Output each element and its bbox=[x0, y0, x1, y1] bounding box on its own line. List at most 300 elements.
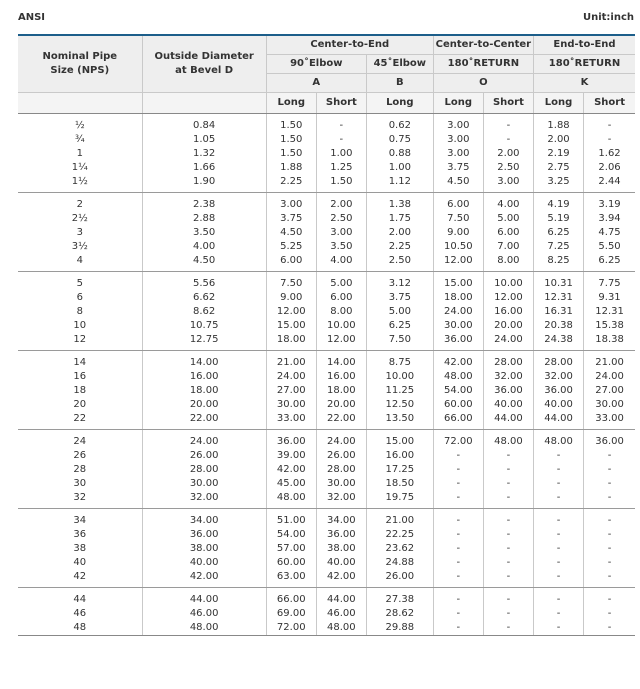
cell-k-long: - bbox=[533, 570, 583, 588]
table-row bbox=[18, 193, 635, 213]
cell-nps: 18 bbox=[18, 384, 142, 398]
table-row bbox=[18, 305, 635, 319]
table-row bbox=[18, 175, 635, 193]
cell-a-long: 60.00 bbox=[266, 556, 316, 570]
cell-a-short: 1.50 bbox=[316, 175, 366, 193]
cell-nps: 42 bbox=[18, 570, 142, 588]
cell-o-long: - bbox=[433, 556, 483, 570]
cell-o-long: 15.00 bbox=[433, 272, 483, 292]
cell-o-long: - bbox=[433, 491, 483, 509]
table-row bbox=[18, 607, 635, 621]
cell-k-short: - bbox=[584, 588, 635, 608]
cell-k-long: 24.38 bbox=[533, 333, 583, 351]
cell-outside-diameter: 28.00 bbox=[142, 463, 266, 477]
cell-k-short: 2.44 bbox=[584, 175, 635, 193]
cell-nps: 40 bbox=[18, 556, 142, 570]
table-row bbox=[18, 133, 635, 147]
cell-nps: 3 bbox=[18, 226, 142, 240]
cell-b-long: 22.25 bbox=[366, 528, 433, 542]
cell-k-short: - bbox=[584, 570, 635, 588]
cell-a-short: 38.00 bbox=[316, 542, 366, 556]
cell-o-long: 10.50 bbox=[433, 240, 483, 254]
cell-a-long: 30.00 bbox=[266, 398, 316, 412]
cell-a-long: 27.00 bbox=[266, 384, 316, 398]
table-header bbox=[18, 35, 635, 114]
header-nominal-pipe-size bbox=[18, 35, 142, 93]
table-row bbox=[18, 621, 635, 636]
cell-outside-diameter: 4.00 bbox=[142, 240, 266, 254]
cell-b-long: 6.25 bbox=[366, 319, 433, 333]
header-90-elbow: 90˚Elbow bbox=[266, 55, 366, 74]
table-row bbox=[18, 491, 635, 509]
cell-a-short: 1.25 bbox=[316, 161, 366, 175]
cell-k-short: 30.00 bbox=[584, 398, 635, 412]
table-row bbox=[18, 477, 635, 491]
cell-k-short: 5.50 bbox=[584, 240, 635, 254]
cell-nps: 46 bbox=[18, 607, 142, 621]
table-row bbox=[18, 509, 635, 529]
cell-nps: 24 bbox=[18, 430, 142, 450]
cell-a-short: 2.50 bbox=[316, 212, 366, 226]
cell-k-long: - bbox=[533, 509, 583, 529]
header-blank-od bbox=[142, 93, 266, 114]
cell-a-short: 26.00 bbox=[316, 449, 366, 463]
cell-outside-diameter: 12.75 bbox=[142, 333, 266, 351]
cell-a-short: 3.50 bbox=[316, 240, 366, 254]
cell-a-long: 21.00 bbox=[266, 351, 316, 371]
cell-a-short: 4.00 bbox=[316, 254, 366, 272]
cell-a-long: 66.00 bbox=[266, 588, 316, 608]
cell-a-long: 1.50 bbox=[266, 133, 316, 147]
cell-o-short: - bbox=[483, 528, 533, 542]
cell-a-long: 54.00 bbox=[266, 528, 316, 542]
cell-k-short: 15.38 bbox=[584, 319, 635, 333]
cell-b-long: 19.75 bbox=[366, 491, 433, 509]
cell-o-short: 2.00 bbox=[483, 147, 533, 161]
cell-o-long: - bbox=[433, 528, 483, 542]
cell-outside-diameter: 26.00 bbox=[142, 449, 266, 463]
table-row bbox=[18, 254, 635, 272]
header-a-long: Long bbox=[266, 93, 316, 114]
header-180-return-end: 180˚RETURN bbox=[533, 55, 635, 74]
header-symbol-b: B bbox=[366, 74, 433, 93]
cell-outside-diameter: 38.00 bbox=[142, 542, 266, 556]
cell-a-short: 12.00 bbox=[316, 333, 366, 351]
cell-o-short: - bbox=[483, 477, 533, 491]
cell-k-long: - bbox=[533, 463, 583, 477]
header-k-long: Long bbox=[533, 93, 583, 114]
cell-o-short: - bbox=[483, 556, 533, 570]
cell-o-long: - bbox=[433, 509, 483, 529]
cell-a-short: 8.00 bbox=[316, 305, 366, 319]
cell-k-short: 6.25 bbox=[584, 254, 635, 272]
cell-outside-diameter: 22.00 bbox=[142, 412, 266, 430]
cell-o-long: 42.00 bbox=[433, 351, 483, 371]
cell-b-long: 21.00 bbox=[366, 509, 433, 529]
dimension-table bbox=[18, 34, 635, 636]
cell-a-long: 42.00 bbox=[266, 463, 316, 477]
header-symbol-o: O bbox=[433, 74, 533, 93]
cell-b-long: 3.12 bbox=[366, 272, 433, 292]
cell-nps: 30 bbox=[18, 477, 142, 491]
cell-o-long: 12.00 bbox=[433, 254, 483, 272]
cell-a-short: 30.00 bbox=[316, 477, 366, 491]
cell-k-short: 4.75 bbox=[584, 226, 635, 240]
cell-outside-diameter: 1.66 bbox=[142, 161, 266, 175]
table-row bbox=[18, 570, 635, 588]
cell-a-short: 24.00 bbox=[316, 430, 366, 450]
header-symbol-a: A bbox=[266, 74, 366, 93]
header-end-to-end: End-to-End bbox=[533, 35, 635, 55]
cell-a-long: 9.00 bbox=[266, 291, 316, 305]
cell-b-long: 17.25 bbox=[366, 463, 433, 477]
cell-a-short: 28.00 bbox=[316, 463, 366, 477]
cell-k-long: 40.00 bbox=[533, 398, 583, 412]
cell-o-short: - bbox=[483, 588, 533, 608]
cell-k-short: - bbox=[584, 449, 635, 463]
cell-outside-diameter: 24.00 bbox=[142, 430, 266, 450]
cell-o-long: - bbox=[433, 607, 483, 621]
table-row bbox=[18, 212, 635, 226]
cell-nps: 14 bbox=[18, 351, 142, 371]
cell-outside-diameter: 30.00 bbox=[142, 477, 266, 491]
cell-a-short: - bbox=[316, 133, 366, 147]
cell-nps: 6 bbox=[18, 291, 142, 305]
cell-o-long: 66.00 bbox=[433, 412, 483, 430]
cell-b-long: 0.75 bbox=[366, 133, 433, 147]
cell-b-long: 1.00 bbox=[366, 161, 433, 175]
cell-o-short: - bbox=[483, 463, 533, 477]
cell-o-short: 20.00 bbox=[483, 319, 533, 333]
cell-b-long: 24.88 bbox=[366, 556, 433, 570]
cell-outside-diameter: 1.05 bbox=[142, 133, 266, 147]
cell-outside-diameter: 14.00 bbox=[142, 351, 266, 371]
cell-a-long: 3.75 bbox=[266, 212, 316, 226]
cell-o-short: 40.00 bbox=[483, 398, 533, 412]
cell-o-short: 2.50 bbox=[483, 161, 533, 175]
cell-a-long: 69.00 bbox=[266, 607, 316, 621]
cell-o-short: 32.00 bbox=[483, 370, 533, 384]
cell-b-long: 2.00 bbox=[366, 226, 433, 240]
cell-o-long: 30.00 bbox=[433, 319, 483, 333]
cell-a-short: 34.00 bbox=[316, 509, 366, 529]
cell-outside-diameter: 5.56 bbox=[142, 272, 266, 292]
cell-a-long: 18.00 bbox=[266, 333, 316, 351]
header-k-short: Short bbox=[584, 93, 635, 114]
cell-a-short: 36.00 bbox=[316, 528, 366, 542]
cell-k-short: 33.00 bbox=[584, 412, 635, 430]
cell-b-long: 2.50 bbox=[366, 254, 433, 272]
table-body bbox=[18, 114, 635, 636]
cell-nps: 32 bbox=[18, 491, 142, 509]
cell-a-long: 6.00 bbox=[266, 254, 316, 272]
cell-a-short: 20.00 bbox=[316, 398, 366, 412]
cell-outside-diameter: 48.00 bbox=[142, 621, 266, 636]
cell-b-long: 3.75 bbox=[366, 291, 433, 305]
cell-k-short: - bbox=[584, 542, 635, 556]
cell-nps: 10 bbox=[18, 319, 142, 333]
table-row bbox=[18, 449, 635, 463]
cell-o-long: 7.50 bbox=[433, 212, 483, 226]
cell-k-long: 2.75 bbox=[533, 161, 583, 175]
cell-nps: 8 bbox=[18, 305, 142, 319]
table-row bbox=[18, 272, 635, 292]
table-row bbox=[18, 556, 635, 570]
cell-k-long: - bbox=[533, 449, 583, 463]
cell-outside-diameter: 1.90 bbox=[142, 175, 266, 193]
cell-o-short: - bbox=[483, 509, 533, 529]
cell-outside-diameter: 16.00 bbox=[142, 370, 266, 384]
cell-o-short: - bbox=[483, 621, 533, 636]
cell-o-long: 3.00 bbox=[433, 114, 483, 134]
table-row bbox=[18, 412, 635, 430]
table-row bbox=[18, 114, 635, 134]
cell-o-long: - bbox=[433, 449, 483, 463]
cell-a-short: 22.00 bbox=[316, 412, 366, 430]
cell-o-short: 10.00 bbox=[483, 272, 533, 292]
table-row bbox=[18, 542, 635, 556]
cell-a-short: - bbox=[316, 114, 366, 134]
cell-k-long: 28.00 bbox=[533, 351, 583, 371]
cell-o-short: - bbox=[483, 491, 533, 509]
cell-o-long: 36.00 bbox=[433, 333, 483, 351]
cell-k-long: 7.25 bbox=[533, 240, 583, 254]
cell-nps: 2 bbox=[18, 193, 142, 213]
cell-b-long: 18.50 bbox=[366, 477, 433, 491]
cell-b-long: 28.62 bbox=[366, 607, 433, 621]
unit-label: Unit:inch bbox=[582, 12, 634, 23]
cell-nps: 38 bbox=[18, 542, 142, 556]
cell-nps: 1 bbox=[18, 147, 142, 161]
cell-a-long: 45.00 bbox=[266, 477, 316, 491]
table-row bbox=[18, 463, 635, 477]
cell-o-short: 5.00 bbox=[483, 212, 533, 226]
cell-k-short: - bbox=[584, 491, 635, 509]
cell-nps: ¾ bbox=[18, 133, 142, 147]
cell-a-long: 5.25 bbox=[266, 240, 316, 254]
cell-outside-diameter: 4.50 bbox=[142, 254, 266, 272]
cell-nps: 5 bbox=[18, 272, 142, 292]
cell-k-long: 1.88 bbox=[533, 114, 583, 134]
cell-o-long: 9.00 bbox=[433, 226, 483, 240]
cell-nps: ½ bbox=[18, 114, 142, 134]
header-b-long: Long bbox=[366, 93, 433, 114]
cell-k-short: 12.31 bbox=[584, 305, 635, 319]
cell-k-long: 32.00 bbox=[533, 370, 583, 384]
cell-outside-diameter: 42.00 bbox=[142, 570, 266, 588]
cell-o-long: - bbox=[433, 477, 483, 491]
table-row bbox=[18, 291, 635, 305]
cell-o-short: 3.00 bbox=[483, 175, 533, 193]
cell-o-long: 3.00 bbox=[433, 147, 483, 161]
cell-nps: 1¼ bbox=[18, 161, 142, 175]
cell-b-long: 1.12 bbox=[366, 175, 433, 193]
cell-k-long: - bbox=[533, 491, 583, 509]
cell-k-long: 36.00 bbox=[533, 384, 583, 398]
table-row bbox=[18, 588, 635, 608]
cell-nps: 20 bbox=[18, 398, 142, 412]
cell-k-long: - bbox=[533, 542, 583, 556]
cell-o-short: 28.00 bbox=[483, 351, 533, 371]
cell-a-long: 63.00 bbox=[266, 570, 316, 588]
cell-b-long: 10.00 bbox=[366, 370, 433, 384]
cell-outside-diameter: 3.50 bbox=[142, 226, 266, 240]
cell-a-long: 24.00 bbox=[266, 370, 316, 384]
cell-a-long: 39.00 bbox=[266, 449, 316, 463]
table-row bbox=[18, 147, 635, 161]
header-o-short: Short bbox=[483, 93, 533, 114]
cell-o-long: 4.50 bbox=[433, 175, 483, 193]
cell-b-long: 27.38 bbox=[366, 588, 433, 608]
table-row bbox=[18, 528, 635, 542]
cell-a-long: 15.00 bbox=[266, 319, 316, 333]
cell-nps: 36 bbox=[18, 528, 142, 542]
cell-k-long: 2.19 bbox=[533, 147, 583, 161]
cell-b-long: 5.00 bbox=[366, 305, 433, 319]
cell-outside-diameter: 18.00 bbox=[142, 384, 266, 398]
cell-b-long: 11.25 bbox=[366, 384, 433, 398]
cell-a-short: 5.00 bbox=[316, 272, 366, 292]
cell-b-long: 1.38 bbox=[366, 193, 433, 213]
cell-o-long: - bbox=[433, 621, 483, 636]
cell-a-long: 1.50 bbox=[266, 114, 316, 134]
cell-k-short: 27.00 bbox=[584, 384, 635, 398]
cell-o-long: - bbox=[433, 570, 483, 588]
cell-a-short: 10.00 bbox=[316, 319, 366, 333]
cell-o-short: - bbox=[483, 570, 533, 588]
header-outside-diameter bbox=[142, 35, 266, 93]
cell-outside-diameter: 6.62 bbox=[142, 291, 266, 305]
cell-k-short: 36.00 bbox=[584, 430, 635, 450]
cell-k-short: 2.06 bbox=[584, 161, 635, 175]
cell-o-short: - bbox=[483, 133, 533, 147]
header-a-short: Short bbox=[316, 93, 366, 114]
cell-outside-diameter: 20.00 bbox=[142, 398, 266, 412]
table-row bbox=[18, 384, 635, 398]
title-bar bbox=[18, 10, 634, 26]
cell-a-long: 1.88 bbox=[266, 161, 316, 175]
cell-o-short: - bbox=[483, 114, 533, 134]
cell-a-long: 12.00 bbox=[266, 305, 316, 319]
cell-nps: 26 bbox=[18, 449, 142, 463]
cell-a-short: 18.00 bbox=[316, 384, 366, 398]
cell-k-short: - bbox=[584, 556, 635, 570]
cell-k-short: - bbox=[584, 477, 635, 491]
cell-b-long: 0.62 bbox=[366, 114, 433, 134]
table-row bbox=[18, 370, 635, 384]
cell-b-long: 16.00 bbox=[366, 449, 433, 463]
table-row bbox=[18, 226, 635, 240]
table-row bbox=[18, 351, 635, 371]
cell-nps: 12 bbox=[18, 333, 142, 351]
cell-a-long: 4.50 bbox=[266, 226, 316, 240]
cell-o-short: 4.00 bbox=[483, 193, 533, 213]
cell-k-long: - bbox=[533, 528, 583, 542]
cell-a-long: 33.00 bbox=[266, 412, 316, 430]
header-nps-line2: Size (NPS) bbox=[50, 65, 110, 76]
cell-k-long: 16.31 bbox=[533, 305, 583, 319]
cell-k-short: 3.94 bbox=[584, 212, 635, 226]
header-center-to-center: Center-to-Center bbox=[433, 35, 533, 55]
cell-k-short: - bbox=[584, 114, 635, 134]
cell-outside-diameter: 44.00 bbox=[142, 588, 266, 608]
cell-k-long: 4.19 bbox=[533, 193, 583, 213]
cell-b-long: 23.62 bbox=[366, 542, 433, 556]
cell-a-long: 2.25 bbox=[266, 175, 316, 193]
cell-outside-diameter: 34.00 bbox=[142, 509, 266, 529]
cell-o-long: - bbox=[433, 463, 483, 477]
cell-o-long: 48.00 bbox=[433, 370, 483, 384]
cell-o-short: 16.00 bbox=[483, 305, 533, 319]
cell-o-short: 44.00 bbox=[483, 412, 533, 430]
cell-b-long: 29.88 bbox=[366, 621, 433, 636]
cell-k-long: 6.25 bbox=[533, 226, 583, 240]
cell-o-long: 24.00 bbox=[433, 305, 483, 319]
cell-outside-diameter: 2.38 bbox=[142, 193, 266, 213]
cell-a-short: 40.00 bbox=[316, 556, 366, 570]
cell-o-short: 6.00 bbox=[483, 226, 533, 240]
cell-k-short: 9.31 bbox=[584, 291, 635, 305]
cell-outside-diameter: 1.32 bbox=[142, 147, 266, 161]
cell-a-long: 1.50 bbox=[266, 147, 316, 161]
cell-o-short: - bbox=[483, 542, 533, 556]
cell-nps: 34 bbox=[18, 509, 142, 529]
cell-k-short: 21.00 bbox=[584, 351, 635, 371]
header-od-line1: Outside Diameter bbox=[154, 51, 254, 62]
cell-nps: 22 bbox=[18, 412, 142, 430]
table-row bbox=[18, 430, 635, 450]
cell-k-long: - bbox=[533, 588, 583, 608]
cell-nps: 28 bbox=[18, 463, 142, 477]
cell-nps: 3½ bbox=[18, 240, 142, 254]
cell-k-long: 20.38 bbox=[533, 319, 583, 333]
cell-a-short: 44.00 bbox=[316, 588, 366, 608]
cell-a-long: 72.00 bbox=[266, 621, 316, 636]
cell-k-short: - bbox=[584, 607, 635, 621]
table-row bbox=[18, 240, 635, 254]
cell-b-long: 0.88 bbox=[366, 147, 433, 161]
cell-o-long: - bbox=[433, 542, 483, 556]
cell-o-short: 7.00 bbox=[483, 240, 533, 254]
cell-k-short: - bbox=[584, 133, 635, 147]
cell-k-long: 44.00 bbox=[533, 412, 583, 430]
cell-o-long: 3.75 bbox=[433, 161, 483, 175]
cell-a-short: 2.00 bbox=[316, 193, 366, 213]
cell-nps: 2½ bbox=[18, 212, 142, 226]
cell-a-long: 57.00 bbox=[266, 542, 316, 556]
header-blank-nps bbox=[18, 93, 142, 114]
header-nps-line1: Nominal Pipe bbox=[42, 51, 118, 62]
cell-outside-diameter: 46.00 bbox=[142, 607, 266, 621]
cell-b-long: 12.50 bbox=[366, 398, 433, 412]
cell-nps: 4 bbox=[18, 254, 142, 272]
cell-b-long: 15.00 bbox=[366, 430, 433, 450]
cell-a-short: 6.00 bbox=[316, 291, 366, 305]
cell-outside-diameter: 0.84 bbox=[142, 114, 266, 134]
cell-a-short: 32.00 bbox=[316, 491, 366, 509]
cell-o-long: 60.00 bbox=[433, 398, 483, 412]
cell-outside-diameter: 40.00 bbox=[142, 556, 266, 570]
cell-k-short: 3.19 bbox=[584, 193, 635, 213]
cell-k-short: 18.38 bbox=[584, 333, 635, 351]
cell-k-long: 3.25 bbox=[533, 175, 583, 193]
table-row bbox=[18, 161, 635, 175]
cell-o-short: 24.00 bbox=[483, 333, 533, 351]
cell-a-short: 1.00 bbox=[316, 147, 366, 161]
cell-a-long: 51.00 bbox=[266, 509, 316, 529]
header-o-long: Long bbox=[433, 93, 483, 114]
cell-o-long: 18.00 bbox=[433, 291, 483, 305]
